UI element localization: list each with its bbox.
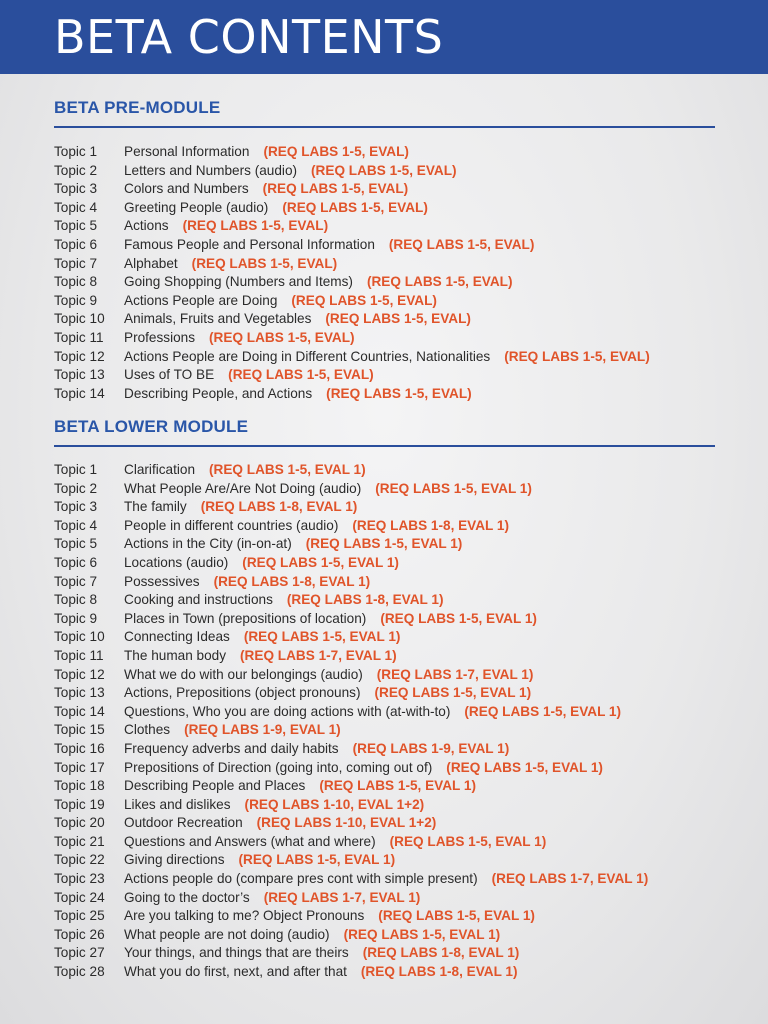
topic-number: Topic 17 <box>54 759 105 775</box>
topic-row <box>54 759 648 778</box>
topic-number: Topic 10 <box>54 311 105 327</box>
topic-title: Actions <box>124 218 169 234</box>
topic-requirements: (REQ LABS 1-5, EVAL) <box>282 199 428 215</box>
topic-row <box>54 926 648 945</box>
topic-requirements: (REQ LABS 1-7, EVAL 1) <box>491 871 649 887</box>
topic-number: Topic 19 <box>54 796 105 812</box>
topic-requirements: (REQ LABS 1-5, EVAL) <box>311 162 457 178</box>
topic-row <box>54 796 648 815</box>
topic-title: Questions and Answers (what and where) <box>124 833 376 849</box>
topic-row <box>54 703 648 722</box>
topic-number: Topic 11 <box>54 329 104 345</box>
topic-row <box>54 666 648 685</box>
topic-row <box>54 833 648 852</box>
topic-title: Your things, and things that are theirs <box>124 945 349 961</box>
topic-title: Possessives <box>124 573 200 589</box>
topic-number: Topic 5 <box>54 536 98 552</box>
topic-title: Outdoor Recreation <box>124 815 243 831</box>
topic-title: Alphabet <box>124 255 178 271</box>
topic-title: Cooking and instructions <box>124 592 273 608</box>
topic-number: Topic 21 <box>54 833 105 849</box>
topic-requirements: (REQ LABS 1-5, EVAL 1) <box>343 926 501 942</box>
topic-title: Actions People are Doing <box>124 292 278 308</box>
topic-requirements: (REQ LABS 1-5, EVAL) <box>209 329 355 345</box>
topic-row <box>54 366 650 385</box>
topic-row <box>54 310 650 329</box>
topic-number: Topic 27 <box>54 945 105 961</box>
topic-requirements: (REQ LABS 1-5, EVAL 1) <box>464 703 622 719</box>
topic-title: Actions people do (compare pres cont with simple present) <box>124 871 478 887</box>
topic-title: Giving directions <box>124 852 225 868</box>
topic-number: Topic 12 <box>54 666 105 682</box>
section-title: BETA LOWER MODULE <box>54 417 249 436</box>
topic-title: Connecting Ideas <box>124 629 230 645</box>
topic-title: Famous People and Personal Information <box>124 236 375 252</box>
topic-number: Topic 11 <box>54 647 104 663</box>
topic-number: Topic 3 <box>54 181 98 197</box>
topic-title: Professions <box>124 329 196 345</box>
topic-title: Greeting People (audio) <box>124 199 269 215</box>
topic-row <box>54 907 648 926</box>
topic-row <box>54 498 648 517</box>
topic-title: Actions People are Doing in Different Countries, Nationalities <box>124 348 491 364</box>
topic-number: Topic 20 <box>54 815 105 831</box>
topic-number: Topic 9 <box>54 292 98 308</box>
topic-number: Topic 14 <box>54 385 105 401</box>
topic-requirements: (REQ LABS 1-5, EVAL) <box>263 144 409 159</box>
topic-requirements: (REQ LABS 1-5, EVAL 1) <box>238 852 396 868</box>
topic-requirements: (REQ LABS 1-10, EVAL 1+2) <box>256 815 437 831</box>
section-divider <box>54 126 715 128</box>
topic-title: Colors and Numbers <box>124 181 249 197</box>
topic-number: Topic 4 <box>54 199 98 215</box>
topic-title: The family <box>124 499 187 515</box>
topic-number: Topic 6 <box>54 236 98 252</box>
topic-requirements: (REQ LABS 1-5, EVAL 1) <box>305 536 463 552</box>
topic-title: Uses of TO BE <box>124 367 215 383</box>
topic-title: Locations (audio) <box>124 554 229 570</box>
topic-number: Topic 2 <box>54 480 98 496</box>
pre-module-topic-list <box>54 143 650 403</box>
topic-row <box>54 963 648 982</box>
topic-number: Topic 5 <box>54 218 98 234</box>
topic-number: Topic 22 <box>54 852 105 868</box>
topic-row <box>54 814 648 833</box>
topic-requirements: (REQ LABS 1-5, EVAL 1) <box>446 759 603 775</box>
topic-requirements: (REQ LABS 1-7, EVAL 1) <box>376 666 534 682</box>
topic-row <box>54 292 650 311</box>
topic-row <box>54 517 648 536</box>
topic-title: What we do with our belongings (audio) <box>124 666 363 682</box>
topic-row <box>54 273 650 292</box>
topic-row <box>54 199 650 218</box>
topic-row <box>54 721 648 740</box>
lower-module-section <box>54 413 715 980</box>
topic-number: Topic 16 <box>54 740 105 756</box>
topic-title: Describing People, and Actions <box>124 385 313 401</box>
topic-title: Clothes <box>124 722 171 738</box>
topic-title: Letters and Numbers (audio) <box>124 162 298 178</box>
topic-requirements: (REQ LABS 1-5, EVAL 1) <box>375 480 532 496</box>
topic-title: Personal Information <box>124 144 250 159</box>
topic-requirements: (REQ LABS 1-5, EVAL) <box>291 292 437 308</box>
topic-title: Describing People and Places <box>124 778 306 794</box>
topic-requirements: (REQ LABS 1-7, EVAL 1) <box>240 647 397 663</box>
topic-row <box>54 740 648 759</box>
lower-module-topic-list <box>54 461 648 982</box>
topic-title: Questions, Who you are doing actions with (at-with-to) <box>124 703 451 719</box>
topic-row <box>54 554 648 573</box>
topic-number: Topic 28 <box>54 964 105 980</box>
topic-requirements: (REQ LABS 1-5, EVAL 1) <box>389 833 547 849</box>
topic-requirements: (REQ LABS 1-8, EVAL 1) <box>360 964 518 980</box>
topic-requirements: (REQ LABS 1-7, EVAL 1) <box>263 889 421 905</box>
topic-number: Topic 9 <box>54 610 98 626</box>
topic-requirements: (REQ LABS 1-8, EVAL 1) <box>362 945 520 961</box>
topic-requirements: (REQ LABS 1-5, EVAL 1) <box>374 685 532 701</box>
topic-requirements: (REQ LABS 1-5, EVAL 1) <box>243 629 401 645</box>
topic-row <box>54 870 648 889</box>
topic-number: Topic 10 <box>54 629 105 645</box>
topic-row <box>54 255 650 274</box>
topic-title: People in different countries (audio) <box>124 517 339 533</box>
topic-number: Topic 14 <box>54 703 105 719</box>
topic-number: Topic 2 <box>54 162 98 178</box>
topic-row <box>54 610 648 629</box>
topic-requirements: (REQ LABS 1-5, EVAL) <box>388 236 535 252</box>
topic-number: Topic 18 <box>54 778 105 794</box>
topic-requirements: (REQ LABS 1-5, EVAL) <box>366 274 513 290</box>
topic-requirements: (REQ LABS 1-10, EVAL 1+2) <box>244 796 425 812</box>
topic-row <box>54 647 648 666</box>
topic-number: Topic 24 <box>54 889 105 905</box>
topic-number: Topic 6 <box>54 554 98 570</box>
topic-requirements: (REQ LABS 1-8, EVAL 1) <box>213 573 371 589</box>
topic-requirements: (REQ LABS 1-9, EVAL 1) <box>352 740 510 756</box>
topic-requirements: (REQ LABS 1-5, EVAL) <box>191 255 338 271</box>
topic-requirements: (REQ LABS 1-5, EVAL) <box>262 181 409 197</box>
topic-requirements: (REQ LABS 1-9, EVAL 1) <box>184 722 341 738</box>
topic-title: Actions, Prepositions (object pronouns) <box>124 685 361 701</box>
topic-title: What People Are/Are Not Doing (audio) <box>124 480 362 496</box>
topic-row <box>54 180 650 199</box>
topic-number: Topic 13 <box>54 367 105 383</box>
topic-row <box>54 944 648 963</box>
topic-row <box>54 628 648 647</box>
topic-row <box>54 348 650 367</box>
topic-title: The human body <box>124 647 227 663</box>
topic-requirements: (REQ LABS 1-5, EVAL 1) <box>209 462 366 477</box>
topic-title: Clarification <box>124 462 196 477</box>
pre-module-section <box>54 94 715 401</box>
topic-row <box>54 162 650 181</box>
topic-row <box>54 385 650 404</box>
topic-requirements: (REQ LABS 1-8, EVAL 1) <box>352 517 509 533</box>
topic-row <box>54 461 648 480</box>
topic-requirements: (REQ LABS 1-5, EVAL) <box>182 218 329 234</box>
topic-row <box>54 573 648 592</box>
topic-title: What people are not doing (audio) <box>124 926 330 942</box>
topic-requirements: (REQ LABS 1-8, EVAL 1) <box>286 592 444 608</box>
topic-number: Topic 4 <box>54 517 98 533</box>
topic-row <box>54 889 648 908</box>
topic-row <box>54 480 648 499</box>
topic-requirements: (REQ LABS 1-5, EVAL 1) <box>380 610 537 626</box>
topic-number: Topic 8 <box>54 592 98 608</box>
header-banner <box>0 0 768 74</box>
topic-number: Topic 7 <box>54 573 98 589</box>
topic-requirements: (REQ LABS 1-5, EVAL 1) <box>378 908 535 924</box>
section-divider <box>54 445 715 447</box>
topic-number: Topic 13 <box>54 685 105 701</box>
topic-number: Topic 25 <box>54 908 105 924</box>
topic-row <box>54 684 648 703</box>
topic-number: Topic 3 <box>54 499 98 515</box>
topic-row <box>54 535 648 554</box>
section-title: BETA PRE-MODULE <box>54 98 221 117</box>
topic-number: Topic 7 <box>54 255 98 271</box>
topic-requirements: (REQ LABS 1-5, EVAL) <box>228 367 374 383</box>
topic-title: Likes and dislikes <box>124 796 231 812</box>
topic-title: Prepositions of Direction (going into, coming out of) <box>124 759 433 775</box>
topic-row <box>54 217 650 236</box>
topic-requirements: (REQ LABS 1-5, EVAL) <box>325 311 471 327</box>
topic-requirements: (REQ LABS 1-5, EVAL 1) <box>242 554 399 570</box>
topic-title: Places in Town (prepositions of location) <box>124 610 367 626</box>
topic-number: Topic 26 <box>54 926 105 942</box>
topic-title: Frequency adverbs and daily habits <box>124 740 339 756</box>
topic-row <box>54 329 650 348</box>
topic-number: Topic 23 <box>54 871 105 887</box>
topic-row <box>54 851 648 870</box>
topic-title: Going Shopping (Numbers and Items) <box>124 274 353 290</box>
topic-title: Actions in the City (in-on-at) <box>124 536 292 552</box>
topic-requirements: (REQ LABS 1-5, EVAL 1) <box>319 778 476 794</box>
topic-title: Animals, Fruits and Vegetables <box>124 311 312 327</box>
topic-row <box>54 143 650 162</box>
topic-number: Topic 1 <box>54 144 98 159</box>
page-title: BETA CONTENTS <box>54 10 444 64</box>
topic-title: Going to the doctor’s <box>124 889 250 905</box>
topic-title: What you do first, next, and after that <box>124 964 347 980</box>
topic-row <box>54 591 648 610</box>
topic-number: Topic 15 <box>54 722 105 738</box>
topic-title: Are you talking to me? Object Pronouns <box>124 908 365 924</box>
topic-number: Topic 8 <box>54 274 98 290</box>
topic-requirements: (REQ LABS 1-5, EVAL) <box>326 385 472 401</box>
topic-requirements: (REQ LABS 1-5, EVAL) <box>504 348 650 364</box>
topic-requirements: (REQ LABS 1-8, EVAL 1) <box>200 499 358 515</box>
topic-number: Topic 1 <box>54 462 98 477</box>
topic-number: Topic 12 <box>54 348 105 364</box>
topic-row <box>54 236 650 255</box>
topic-row <box>54 777 648 796</box>
